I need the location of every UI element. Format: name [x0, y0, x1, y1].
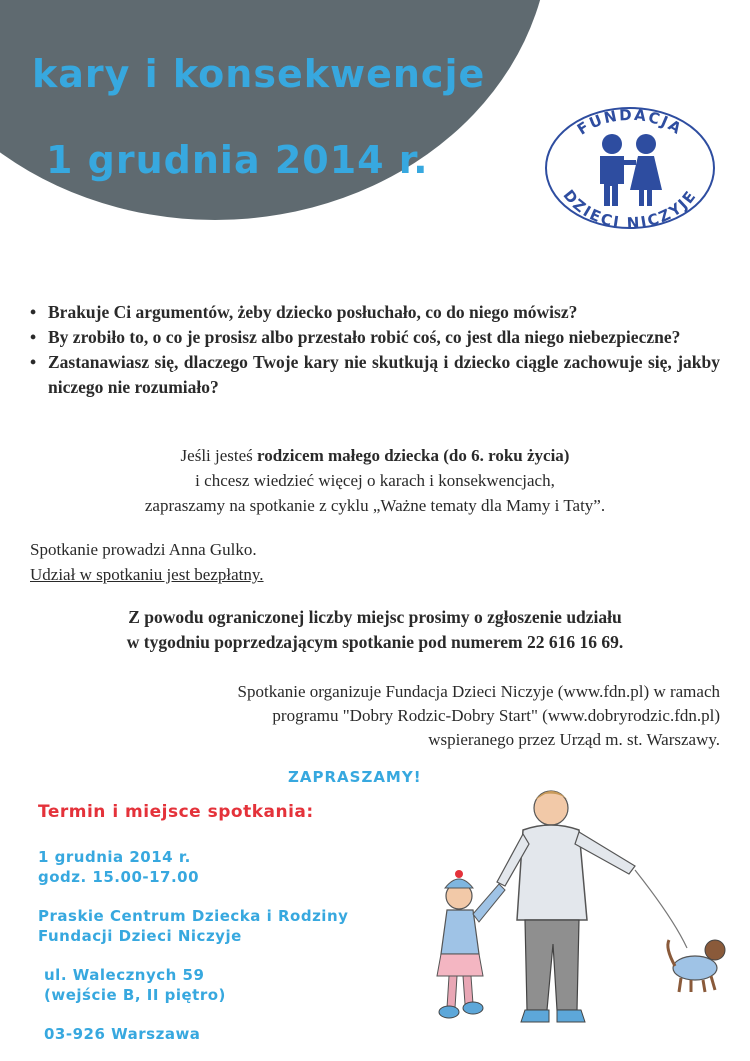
organizer-info [30, 680, 720, 752]
meeting-details-title: Termin i miejsce spotkania: [38, 802, 314, 822]
intro-prefix: Jeśli jesteś [180, 446, 258, 465]
registration-notice [30, 605, 720, 655]
intro-target-audience: rodzicem małego dziecka (do 6. roku życia) [257, 446, 570, 465]
question-list [30, 300, 720, 400]
logo-top-text: FUNDACJA [573, 105, 686, 139]
meeting-leader: Spotkanie prowadzi Anna Gulko. [30, 540, 257, 559]
poster-date: 1 grudnia 2014 r. [46, 138, 429, 182]
intro-paragraph [30, 443, 720, 518]
organizer-line-3: wspieranego przez Urząd m. st. Warszawy. [428, 730, 720, 749]
children-figures-icon [600, 134, 662, 206]
dog-figure-icon [668, 940, 725, 992]
family-illustration [425, 778, 735, 1048]
question-item: • Brakuje Ci argumentów, żeby dziecko posłuchało, co do niego mówisz? [30, 300, 720, 325]
meeting-time: godz. 15.00-17.00 [38, 868, 200, 886]
question-item: • By zrobiło to, o co je prosisz albo przestało robić coś, co jest dla niego niebezpieczne? [30, 325, 720, 350]
notice-line-1: Z powodu ograniczonej liczby miejsc prosimy o zgłoszenie udziału [128, 607, 622, 627]
poster-title: kary i konsekwencje [32, 52, 486, 96]
meeting-place-line-2: Fundacji Dzieci Niczyje [38, 927, 242, 945]
notice-line-2: w tygodniu poprzedzającym spotkanie pod numerem 22 616 16 69. [126, 632, 624, 652]
intro-line-3: zapraszamy na spotkanie z cyklu „Ważne tematy dla Mamy i Taty”. [144, 496, 606, 515]
father-figure-icon [497, 791, 687, 1022]
fundacja-logo [540, 102, 720, 232]
free-participation-note: Udział w spotkaniu jest bezpłatny. [30, 565, 264, 584]
meeting-city: 03-926 Warszawa [44, 1025, 201, 1043]
intro-line-2: i chcesz wiedzieć więcej o karach i konsekwencjach, [195, 471, 555, 490]
question-item: • Zastanawiasz się, dlaczego Twoje kary nie skutkują i dziecko ciągle zachowuje się, jakby niczego nie rozumiało? [30, 350, 720, 400]
logo-bottom-text: DZIECI NICZYJE [559, 186, 701, 232]
svg-text:DZIECI NICZYJE [560, 186, 701, 232]
svg-text:FUNDACJA [574, 106, 686, 139]
organizer-line-2: programu "Dobry Rodzic-Dobry Start" (www.dobryrodzic.fdn.pl) [272, 706, 720, 725]
organizer-line-1: Spotkanie organizuje Fundacja Dzieci Niczyje (www.fdn.pl) w ramach [237, 682, 720, 701]
meeting-address-line-1: ul. Walecznych 59 [44, 966, 205, 984]
invite-heading: ZAPRASZAMY! [288, 768, 422, 786]
meeting-date: 1 grudnia 2014 r. [38, 848, 191, 866]
meeting-place-line-1: Praskie Centrum Dziecka i Rodziny [38, 907, 349, 925]
girl-figure-icon [437, 870, 505, 1018]
header-background-shape [0, 0, 550, 220]
meeting-address-line-2: (wejście B, II piętro) [44, 986, 226, 1004]
